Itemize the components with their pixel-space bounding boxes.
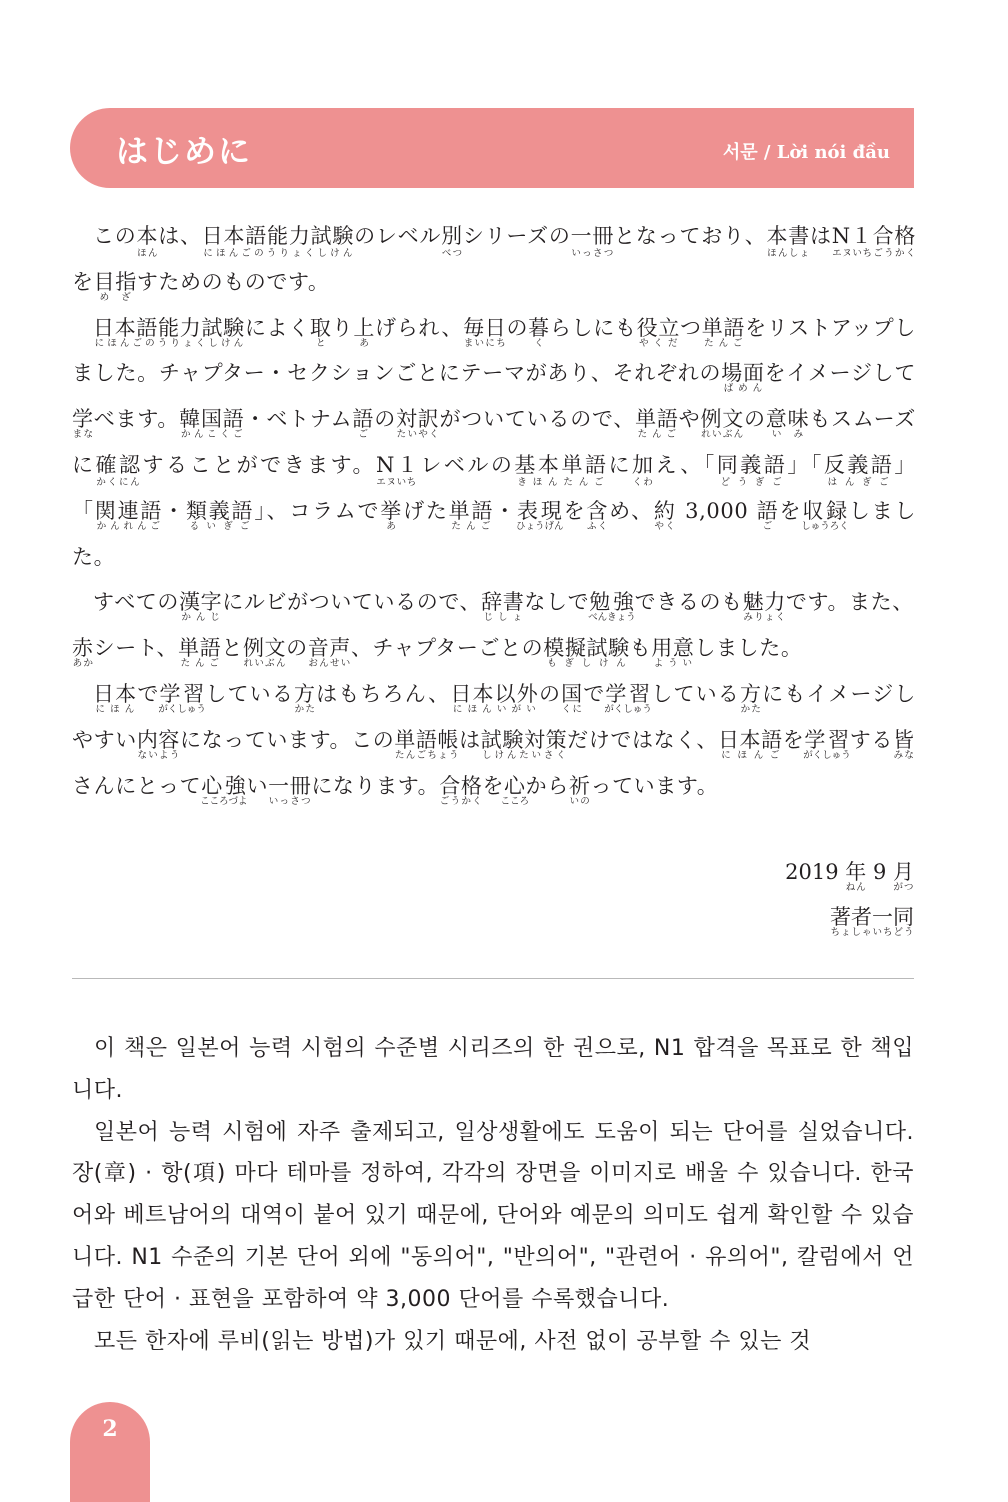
furigana-reading: やく: [653, 520, 676, 532]
furigana-reading: まな: [72, 429, 94, 441]
ruby-word: 役立やくだ: [636, 315, 681, 349]
jp-paragraph: [72, 306, 916, 581]
furigana-reading: にほんごのうりょくしけん: [201, 248, 354, 259]
text-run: の: [538, 681, 562, 706]
ruby-word: 基本単語きほんたんご: [514, 452, 609, 488]
ruby-word: 一冊いっさつ: [268, 773, 312, 807]
jp-paragraph: [72, 214, 916, 306]
text-run: を: [562, 498, 587, 523]
page-number: 2: [102, 1416, 118, 1442]
ruby-word: 勉強べんきょう: [588, 590, 636, 624]
ruby-word: 目指めざ: [93, 269, 137, 303]
furigana-reading: にほんごのうりょくしけん: [93, 337, 245, 349]
signature-date: [785, 850, 914, 895]
signature-block: [785, 850, 914, 940]
furigana-reading: くわ: [631, 476, 654, 488]
ruby-word: 学習がくしゅう: [803, 727, 851, 761]
text-run: この: [93, 224, 137, 248]
ruby-word: 音声おんせい: [307, 636, 351, 670]
ruby-word: 単語たんご: [635, 407, 679, 441]
furigana-reading: めざ: [93, 291, 137, 303]
ruby-word: 方かた: [739, 681, 763, 715]
text-run: はもちろん、: [316, 681, 451, 706]
text-run: 」、コラムで: [254, 498, 381, 523]
text-run: げた: [403, 498, 449, 523]
ruby-word: 例文れいぶん: [700, 407, 745, 441]
ruby-word: 取と: [309, 315, 332, 349]
ruby-word: 合格ごうかく: [872, 224, 917, 259]
text-run: で: [583, 681, 606, 706]
ruby-word: 語ご: [756, 498, 780, 532]
ruby-word: 場面ばめん: [721, 361, 765, 395]
text-run: に: [608, 452, 632, 477]
text-run: シート、: [93, 636, 179, 661]
text-run: する: [849, 727, 893, 752]
ruby-word: 方かた: [294, 681, 317, 715]
ruby-word: 魅力みりょく: [742, 590, 786, 624]
ruby-word: 単語たんご: [178, 636, 222, 670]
text-run: すためのものです。: [136, 269, 330, 294]
text-run: することができます。: [142, 452, 376, 477]
text-run: さんにとって: [72, 773, 202, 798]
ruby-word: 対訳たいやく: [395, 407, 440, 441]
ruby-word: 祈いの: [568, 773, 591, 807]
furigana-reading: あか: [72, 658, 94, 670]
text-run: の: [286, 636, 308, 661]
furigana-reading: こころ: [500, 795, 530, 807]
text-run: によく: [244, 315, 310, 340]
text-run: を: [482, 773, 505, 798]
ruby-word: 加くわ: [631, 452, 656, 488]
section-divider: [72, 978, 914, 979]
section-subtitle: 서문 / Lời nói đầu: [722, 142, 890, 163]
ruby-word: 内容ないよう: [136, 727, 181, 761]
furigana-reading: エヌいち: [375, 476, 417, 488]
text-run: つ: [680, 315, 702, 340]
ruby-word: 類義語るいぎご: [185, 498, 255, 532]
ruby-word: 心こころ: [500, 773, 530, 807]
text-run: は: [810, 224, 832, 248]
furigana-reading: たんご: [448, 520, 494, 532]
page-number-tab: [70, 1402, 150, 1502]
korean-preface: [72, 1028, 914, 1362]
text-run: や: [678, 407, 701, 432]
text-run: を: [779, 498, 803, 523]
text-run: も: [629, 636, 652, 661]
text-run: 」「: [72, 452, 916, 523]
ruby-word: 心強こころづよ: [200, 773, 248, 807]
furigana-reading: ご: [756, 520, 779, 532]
ruby-word: 関連語かんれんご: [94, 498, 164, 532]
ruby-word: 収録しゅうろく: [801, 498, 849, 532]
kr-paragraph: 모든 한자에 루비(읽는 방법)가 있기 때문에, 사전 없이 공부할 수 있는 것: [94, 1328, 812, 1354]
furigana-reading: くに: [561, 703, 583, 715]
text-run: となっており、: [614, 224, 767, 248]
ruby-word: 挙あ: [380, 498, 404, 532]
text-run: らしにも: [549, 315, 637, 340]
furigana-reading: いの: [568, 795, 591, 807]
text-run: 3,000: [676, 498, 757, 523]
ruby-word: 韓国語かんこくご: [179, 407, 245, 441]
ruby-word: 学習がくしゅう: [158, 681, 206, 715]
text-run: している: [650, 681, 740, 706]
jp-paragraph: [72, 580, 916, 672]
text-run: をイメージして: [764, 361, 916, 386]
furigana-reading: く: [528, 337, 550, 349]
ruby-word: 本書ほんしょ: [766, 224, 810, 259]
ruby-word: 赤あか: [72, 636, 94, 670]
kr-paragraph: 이 책은 일본어 능력 시험의 수준별 시리즈의 한 권으로, N1 합격을 목표로 한 책입니다.: [72, 1036, 914, 1103]
furigana-reading: れいぶん: [242, 658, 287, 670]
ruby-word: 表現ひょうげん: [515, 498, 564, 532]
text-run: で: [137, 681, 160, 706]
text-run: 」「: [787, 452, 824, 477]
furigana-reading: たいやく: [395, 429, 440, 441]
text-run: シリーズの: [462, 224, 571, 248]
furigana-reading: ひょうげん: [515, 520, 564, 532]
ruby-word: 合格ごうかく: [439, 773, 483, 807]
ruby-word: 単語たんご: [701, 315, 746, 349]
furigana-reading: ほんしょ: [766, 248, 810, 259]
ruby-word: 用意ようい: [651, 636, 695, 670]
furigana-reading: かた: [294, 703, 316, 715]
ruby-word: 意味いみ: [765, 407, 810, 441]
furigana-reading: にほん: [93, 703, 137, 715]
kr-paragraph: 일본어 능력 시험에 자주 출제되고, 일상생활에도 도움이 되는 단어를 실었습니다. 장(章) · 항(項) 마다 테마를 정하여, 각각의 장면을 이미지로 배울 수 있습니다. 한국어와 베트남어의 대역이 붙어 있기 때문에, 단어와 예문의 의미도 쉽게 확인할 수 있습니다. N1 수준의 기본 단어 외에 "동의어", "반의어", "관련어 · 유의어", 칼럼에서 언급한 단어 · 표현을 포함하여 약 3,000 단어를 수록했습니다.: [72, 1119, 914, 1312]
furigana-reading: こころづよ: [200, 795, 248, 807]
ruby-word: 単語たんご: [448, 498, 495, 532]
text-run: の: [506, 315, 529, 340]
text-run: だけではなく、: [567, 727, 718, 752]
furigana-reading: たんごちょう: [394, 749, 460, 761]
ruby-word: 別べつ: [441, 224, 463, 259]
furigana-reading: まいにち: [463, 337, 507, 349]
text-run: え、「: [655, 452, 717, 477]
furigana-reading: にほんいがい: [450, 703, 539, 715]
ruby-word: 同義語どうぎご: [716, 452, 788, 488]
furigana-reading: はんぎご: [823, 476, 893, 488]
text-run: しました。: [72, 498, 917, 569]
furigana-reading: ちょしゃいちどう: [830, 927, 914, 938]
section-title: はじめに: [116, 132, 253, 170]
japanese-preface: [72, 214, 916, 809]
ruby-word: 国くに: [561, 681, 584, 715]
ruby-word: 日本以外にほんいがい: [450, 681, 539, 715]
furigana-reading: かた: [739, 703, 762, 715]
ruby-word: N１エヌいち: [375, 452, 421, 488]
ruby-word: 反義語はんぎご: [823, 452, 895, 488]
furigana-reading: みりょく: [742, 612, 786, 624]
furigana-reading: たんご: [635, 429, 679, 441]
text-run: をリストアップしました。チャプター・セクションごとにテーマがあり、それぞれの: [72, 315, 917, 386]
ruby-word: 暮く: [528, 315, 550, 349]
ruby-word: 本ほん: [136, 224, 159, 259]
ruby-word: 漢字かんじ: [179, 590, 223, 624]
furigana-reading: べつ: [441, 248, 463, 259]
section-header-banner: [70, 108, 914, 188]
ruby-word: 約やく: [653, 498, 677, 532]
furigana-reading: がくしゅう: [158, 703, 206, 715]
ruby-word: 著者一同ちょしゃいちどう: [830, 905, 914, 938]
text-run: ・: [163, 498, 186, 523]
text-run: しました。: [694, 636, 803, 661]
text-run: は: [459, 727, 481, 752]
text-run: の: [374, 407, 396, 432]
furigana-reading: たんご: [178, 658, 222, 670]
text-run: ・: [494, 498, 518, 523]
furigana-reading: ふく: [586, 520, 608, 532]
furigana-reading: ごうかく: [439, 795, 483, 807]
furigana-reading: みな: [892, 749, 915, 761]
text-run: は、: [158, 224, 202, 248]
text-run: のレベル: [354, 224, 442, 248]
furigana-reading: がくしゅう: [803, 749, 851, 761]
ruby-word: 単語帳たんごちょう: [394, 727, 460, 761]
furigana-reading: あ: [380, 520, 402, 532]
ruby-word: 模擬試験もぎしけん: [543, 636, 630, 670]
furigana-reading: ようい: [651, 658, 695, 670]
furigana-reading: おんせい: [307, 658, 351, 670]
furigana-reading: ほん: [136, 248, 159, 259]
ruby-word: 日本語にほんご: [717, 727, 783, 761]
text-run: を: [782, 727, 805, 752]
ruby-word: 毎日まいにち: [463, 315, 507, 349]
text-run: を: [72, 269, 94, 294]
text-run: している: [204, 681, 294, 706]
text-run: すべての: [93, 590, 180, 615]
text-run: がついているので、: [439, 407, 636, 432]
text-run: 2019: [785, 860, 846, 884]
ruby-word: 皆みな: [892, 727, 915, 761]
text-run: にルビがついているので、: [222, 590, 482, 615]
text-run: 9: [866, 860, 893, 884]
furigana-reading: しゅうろく: [801, 520, 849, 532]
ruby-word: N１エヌいち: [831, 224, 873, 259]
furigana-reading: かんれんご: [94, 520, 162, 532]
furigana-reading: がつ: [893, 882, 914, 893]
ruby-word: 日本語能力試験にほんごのうりょくしけん: [93, 315, 245, 349]
furigana-reading: にほんご: [717, 749, 783, 761]
furigana-reading: ご: [352, 429, 375, 441]
ruby-word: 確認かくにん: [95, 452, 143, 488]
ruby-word: 例文れいぶん: [242, 636, 287, 670]
text-run: になっています。この: [180, 727, 395, 752]
furigana-reading: たんご: [701, 337, 746, 349]
text-run: です。また、: [785, 590, 914, 615]
furigana-reading: かんこくご: [179, 429, 245, 441]
text-run: り: [331, 315, 354, 340]
text-run: と: [221, 636, 243, 661]
text-run: っています。: [590, 773, 719, 798]
furigana-reading: ばめん: [721, 383, 765, 395]
ruby-word: 語ご: [352, 407, 375, 441]
jp-paragraph: [72, 672, 916, 809]
text-run: にもイメージしやすい: [72, 681, 916, 752]
signature-author: [785, 895, 914, 940]
text-run: レベルの: [420, 452, 515, 477]
furigana-reading: ないよう: [136, 749, 180, 761]
text-run: なしで: [524, 590, 590, 615]
furigana-reading: ねん: [845, 882, 867, 893]
text-run: になります。: [311, 773, 440, 798]
text-run: べます。: [93, 407, 180, 432]
text-run: 、チャプターごとの: [350, 636, 544, 661]
furigana-reading: れいぶん: [700, 429, 744, 441]
text-run: め、: [609, 498, 654, 523]
ruby-word: 学まな: [72, 407, 94, 441]
furigana-reading: いっさつ: [268, 795, 312, 807]
ruby-word: 年ねん: [845, 860, 867, 893]
furigana-reading: やくだ: [636, 337, 680, 349]
furigana-reading: あ: [353, 337, 375, 349]
text-run: から: [525, 773, 569, 798]
furigana-reading: しけんたいさく: [480, 749, 568, 761]
text-run: ・ベトナム: [244, 407, 353, 432]
text-run: い: [246, 773, 269, 798]
ruby-word: 学習がくしゅう: [604, 681, 652, 715]
ruby-word: 日本にほん: [93, 681, 138, 715]
ruby-word: 含ふく: [586, 498, 610, 532]
ruby-word: 試験対策しけんたいさく: [480, 727, 568, 761]
furigana-reading: と: [309, 337, 332, 349]
ruby-word: 一冊いっさつ: [570, 224, 615, 259]
ruby-word: 日本語能力試験にほんごのうりょくしけん: [201, 224, 355, 259]
furigana-reading: がくしゅう: [604, 703, 652, 715]
ruby-word: 月がつ: [893, 860, 914, 893]
text-run: げられ、: [375, 315, 464, 340]
furigana-reading: どうぎご: [716, 476, 786, 488]
furigana-reading: じしょ: [481, 612, 525, 624]
ruby-word: 上あ: [353, 315, 376, 349]
furigana-reading: もぎしけん: [543, 658, 630, 670]
furigana-reading: かんじ: [179, 612, 223, 624]
furigana-reading: きほんたんご: [514, 476, 607, 488]
text-run: の: [744, 407, 766, 432]
furigana-reading: ごうかく: [872, 248, 916, 259]
furigana-reading: るいぎご: [185, 520, 254, 532]
text-run: もスムーズに: [72, 407, 916, 477]
text-run: できるのも: [634, 590, 743, 615]
furigana-reading: かくにん: [95, 476, 141, 488]
furigana-reading: いみ: [765, 429, 810, 441]
furigana-reading: べんきょう: [588, 612, 636, 624]
furigana-reading: いっさつ: [570, 248, 614, 259]
furigana-reading: エヌいち: [831, 248, 873, 259]
ruby-word: 辞書じしょ: [481, 590, 525, 624]
